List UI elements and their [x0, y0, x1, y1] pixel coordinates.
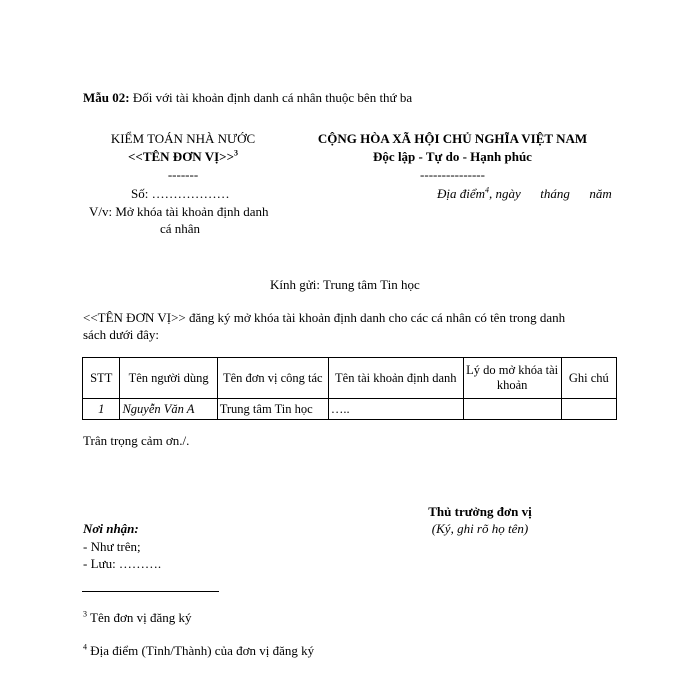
footnote-3 — [83, 610, 191, 626]
recipient-line: Kính gửi: Trung tâm Tin học — [270, 277, 420, 292]
cell-account: ….. — [328, 399, 463, 420]
right-header-divider: --------------- — [420, 167, 485, 182]
footnote-3-text: Tên đơn vị đăng ký — [90, 610, 192, 625]
cell-unit: Trung tâm Tin học — [217, 399, 328, 420]
cell-reason — [463, 399, 561, 420]
signer-title: Thủ trưởng đơn vị — [428, 504, 532, 519]
date-text: , ngày tháng năm — [489, 186, 612, 201]
unit-placeholder — [83, 148, 283, 166]
national-motto: Độc lập - Tự do - Hạnh phúc — [373, 149, 532, 164]
cell-stt: 1 — [83, 399, 120, 420]
place-date-line — [437, 186, 612, 202]
place-label: Địa điểm — [437, 186, 486, 201]
footnote-separator — [82, 591, 219, 592]
footnote-ref-3: 3 — [233, 148, 238, 158]
col-header-user: Tên người dùng — [120, 358, 217, 399]
footnote-4-text: Địa điểm (Tỉnh/Thành) của đơn vị đăng ký — [90, 643, 315, 658]
subject-line-2: cá nhân — [160, 221, 201, 236]
right-header — [300, 130, 605, 184]
col-header-unit: Tên đơn vị công tác — [217, 358, 328, 399]
col-header-account: Tên tài khoản định danh — [328, 358, 463, 399]
unit-placeholder-text: <<TÊN ĐƠN VỊ>> — [128, 149, 234, 164]
intro-line-2: sách dưới đây: — [83, 327, 160, 342]
footnote-ref-4: 4 — [485, 185, 490, 195]
col-header-note: Ghi chú — [561, 358, 616, 399]
footnote-4 — [83, 643, 314, 659]
signer-note: (Ký, ghi rõ họ tên) — [431, 521, 529, 536]
cell-user: Nguyễn Văn A — [120, 399, 217, 420]
closing-line: Trân trọng cảm ơn./. — [83, 433, 190, 448]
receivers-line-2: - Lưu: ………. — [83, 556, 162, 571]
col-header-stt: STT — [83, 358, 120, 399]
cell-note — [561, 399, 616, 420]
receivers-line-1: - Như trên; — [83, 539, 141, 554]
footnote-4-number: 4 — [83, 642, 87, 652]
receivers-label: Nơi nhận: — [83, 521, 139, 536]
account-table — [82, 357, 617, 420]
intro-line-1: <<TÊN ĐƠN VỊ>> đăng ký mở khóa tài khoản định danh cho các cá nhân có tên trong danh — [83, 310, 566, 325]
col-header-reason: Lý do mở khóa tài khoản — [463, 358, 561, 399]
document-number: Số: ……………… — [131, 186, 230, 201]
table-row — [83, 399, 617, 420]
form-title-text: Đối với tài khoản định danh cá nhân thuộc bên thứ ba — [132, 90, 413, 105]
country-name: CỘNG HÒA XÃ HỘI CHỦ NGHĨA VIỆT NAM — [317, 131, 588, 146]
subject-line-1: V/v: Mở khóa tài khoản định danh — [89, 204, 269, 219]
left-header-divider: ------- — [167, 167, 199, 182]
form-title-prefix: Mẫu 02: — [83, 90, 130, 105]
form-title — [83, 90, 412, 106]
table-header-row — [83, 358, 617, 399]
footnote-3-number: 3 — [83, 609, 87, 619]
left-header — [83, 130, 283, 184]
org-name: KIỂM TOÁN NHÀ NƯỚC — [110, 131, 256, 146]
